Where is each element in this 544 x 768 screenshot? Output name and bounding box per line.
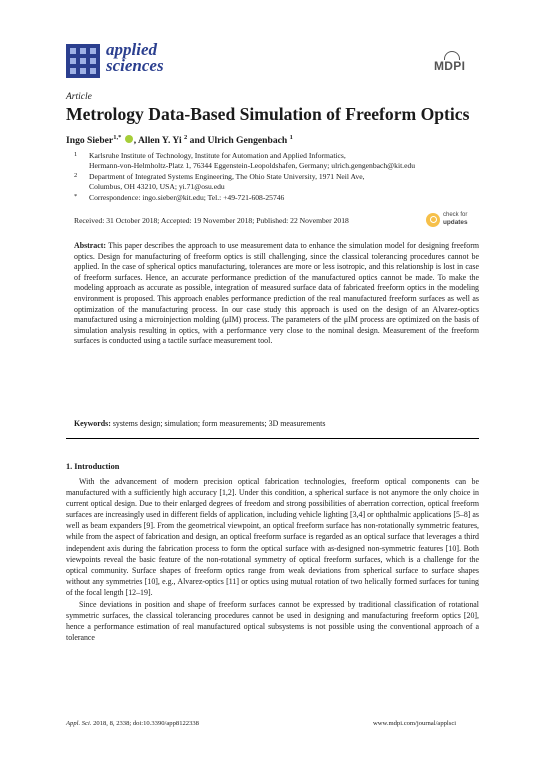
author-affil-mark: 1,* <box>113 134 122 141</box>
author-affil-mark: 2 <box>184 134 188 141</box>
check-updates-text <box>443 212 468 226</box>
journal-name-line2: sciences <box>106 56 164 75</box>
body-paragraph: Since deviations in position and shape of freeform surfaces cannot be expressed by traditional classification of rotational symmetric surfaces, the classical tolerancing procedures cannot be used in designing and manufacturing freeform optics [20], hence a performance estimation of real manufactured optical subsystems is not possible using the conventional approach of a tolerance <box>66 599 479 642</box>
check-updates-line1: check for <box>443 212 468 218</box>
affiliation-line: Hermann-von-Helmholtz-Platz 1, 76344 Eggenstein-Leopoldshafen, Germany; ulrich.gengenbach@kit.edu <box>89 161 416 171</box>
abstract <box>74 241 479 347</box>
affiliation-mark: 2 <box>74 171 78 179</box>
section-heading: 1. Introduction <box>66 462 120 471</box>
affiliation <box>74 151 484 172</box>
orcid-icon[interactable] <box>125 135 133 143</box>
author-separator: and <box>187 135 208 147</box>
section-body <box>66 476 479 643</box>
publication-dates: Received: 31 October 2018; Accepted: 19 November 2018; Published: 22 November 2018 <box>74 216 349 225</box>
article-type: Article <box>66 92 92 102</box>
publisher-name: MDPI <box>434 59 466 73</box>
paper-title: Metrology Data-Based Simulation of Freeform Optics <box>66 104 470 124</box>
correspondence-line: Correspondence: ingo.sieber@kit.edu; Tel.: +49-721-608-25746 <box>89 192 285 202</box>
affiliation-line: Karlsruhe Institute of Technology, Institute for Automation and Applied Informatics, <box>89 151 346 160</box>
affiliation-line: Department of Integrated Systems Engineering, The Ohio State University, 1971 Neil Ave, <box>89 171 365 181</box>
check-updates-line2: updates <box>443 219 468 226</box>
publisher-logo <box>432 51 478 77</box>
affiliation <box>74 172 484 193</box>
keywords-label: Keywords: <box>74 419 111 428</box>
keywords <box>74 419 479 428</box>
abstract-label: Abstract: <box>74 241 106 250</box>
author-name: Ingo Sieber <box>66 135 114 147</box>
footer-journal-url[interactable]: www.mdpi.com/journal/applsci <box>373 720 457 727</box>
journal-name-line1: applied <box>106 40 157 59</box>
keywords-text: systems design; simulation; form measurements; 3D measurements <box>112 419 326 428</box>
author-name: Allen Y. Yi <box>138 135 182 147</box>
journal-logo-icon <box>66 44 100 78</box>
author-list <box>66 134 293 146</box>
journal-name <box>106 42 164 74</box>
author-separator: , <box>133 135 138 147</box>
affiliation <box>74 193 484 203</box>
affiliation-mark: * <box>74 192 78 200</box>
abstract-text: This paper describes the approach to use measurement data to enhance the simulation model for designing freeform optics. Design for manufacturing of freeform optics is still challenging, since the classical tolerancing procedures cannot be applied. In the case of spherical optics manufacturing, tolerances are more or less isotropic, and this relationship is lost in case of freeform surfaces. Hence, an accurate performance prediction of the manufactured optics cannot be made. To make the modeling approach as accurate as possible, integration of measured surface data of fabricated freeform optics in the modeling environment is proposed. This approach enables performance prediction of the real manufactured freeform surfaces as well as optimization of the manufacturing process. In our case study this approach is used on the design of an Alvarez-optics manufactured using a microinjection molding (μIM) process. The parameters of the μIM process are optimized on the basis of simulation analysis resulting in optics, with a performance very close to the nominal design. Measurement of the freeform surfaces is conducted using a tactile surface measurement tool. <box>74 241 479 346</box>
check-updates-icon <box>426 213 440 227</box>
footer-doi: 2018, 8, 2338; doi:10.3390/app8122338 <box>91 720 199 727</box>
affiliation-line: Columbus, OH 43210, USA; yi.71@osu.edu <box>89 182 225 192</box>
affiliation-mark: 1 <box>74 151 78 158</box>
journal-logo <box>66 40 176 80</box>
affiliation-list <box>74 151 484 203</box>
footer-journal: Appl. Sci. <box>66 720 92 727</box>
footer-citation <box>66 720 199 727</box>
check-for-updates-badge[interactable] <box>426 211 476 231</box>
section-divider <box>66 438 479 439</box>
body-paragraph: With the advancement of modern precision optical fabrication technologies, freeform optical components can be manufactured with a sufficiently high accuracy [1,2]. Under this condition, a spherical surface is not anymore the only choice in current optical design. Due to their enlarged degrees of freedom and strong possibilities of aberration correction, optical freeform surfaces are increasingly used in different fields of application, including vehicle lighting [3,4] or ophthalmic applications [5–8] as well as beam expanders [9]. From the geometrical viewpoint, an optical freeform surface has non-rotationally symmetric features, while from the aspect of fabrication and design, an optical freeform surface is regarded as an optical surface that leverages a third independent axis during the fabrication process to form the optical surface with as-designed non-symmetric features [10]. Both viewpoints reveal the basic feature of the non-rotational symmetry of optical freeform surfaces, which is a challenge for the optical community. Surface shapes of freeform optics range from weak deviations from spherical surface to surface shapes without any symmetries [10], e.g., Alvarez-optics [11] or optics using mutual rotation of two helically formed surfaces for tuning of the focal length [12–19]. <box>66 477 479 597</box>
author-name: Ulrich Gengenbach <box>207 135 288 147</box>
author-affil-mark: 1 <box>289 134 293 141</box>
